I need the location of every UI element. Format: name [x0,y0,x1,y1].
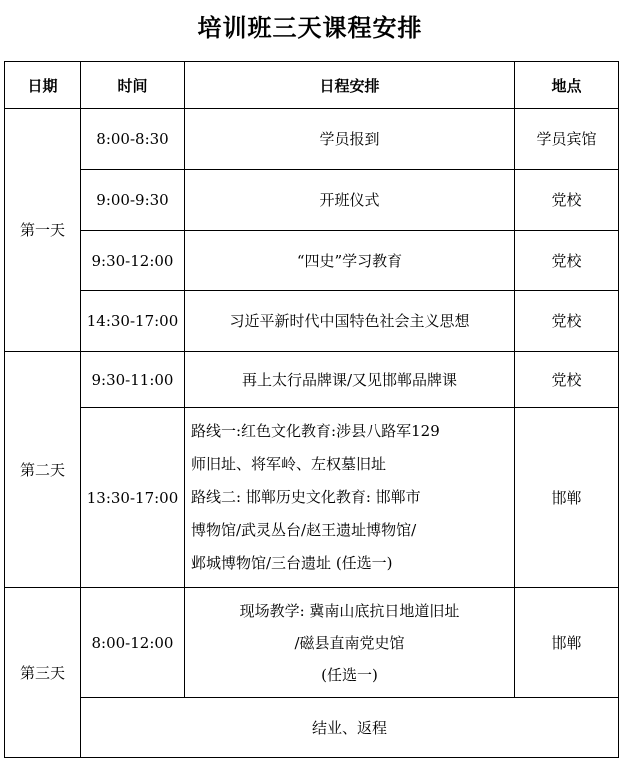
location-cell: 邯郸 [515,588,619,698]
header-location: 地点 [515,62,619,109]
table-row [5,588,619,698]
day-label: 第二天 [5,352,81,588]
schedule-line: 现场教学: 冀南山底抗日地道旧址 [239,601,460,620]
header-date: 日期 [5,62,81,109]
schedule-cell [185,588,515,698]
table-row [5,352,619,408]
page-title: 培训班三天课程安排 [197,13,423,42]
schedule-cell: 学员报到 [185,109,515,170]
schedule-line: 邺城博物馆/三台遗址 (任选一) [191,554,393,572]
schedule-cell: 再上太行品牌课/又见邯郸品牌课 [185,352,515,408]
closing-row [5,698,619,758]
table-row [5,291,619,352]
header-time: 时间 [81,62,185,109]
location-cell: 邯郸 [515,408,619,588]
table-row [5,231,619,291]
table-row [5,109,619,170]
location-cell: 党校 [515,352,619,408]
closing-cell: 结业、返程 [81,698,619,758]
schedule-line: 博物馆/武灵丛台/赵王遗址博物馆/ [191,521,417,539]
time-cell: 9:00-9:30 [81,170,185,231]
location-cell: 党校 [515,291,619,352]
schedule-cell: 开班仪式 [185,170,515,231]
day-label: 第一天 [5,109,81,352]
schedule-line: (任选一) [321,665,378,684]
header-row [5,62,619,109]
schedule-cell: 习近平新时代中国特色社会主义思想 [185,291,515,352]
table-row [5,408,619,588]
time-cell: 9:30-11:00 [81,352,185,408]
location-cell: 学员宾馆 [515,109,619,170]
location-cell: 党校 [515,170,619,231]
schedule-cell: “四史”学习教育 [185,231,515,291]
day-label: 第三天 [5,588,81,758]
time-cell: 8:00-8:30 [81,109,185,170]
schedule-line: 路线一:红色文化教育:涉县八路军129 [191,422,440,440]
schedule-line: 路线二: 邯郸历史文化教育: 邯郸市 [191,488,421,506]
time-cell: 13:30-17:00 [81,408,185,588]
header-schedule: 日程安排 [185,62,515,109]
table-row [5,170,619,231]
schedule-table [4,61,619,758]
schedule-line: 师旧址、将军岭、左权墓旧址 [191,455,387,473]
time-cell: 9:30-12:00 [81,231,185,291]
time-cell: 14:30-17:00 [81,291,185,352]
location-cell: 党校 [515,231,619,291]
schedule-line: /磁县直南党史馆 [294,633,405,652]
schedule-cell [185,408,515,588]
time-cell: 8:00-12:00 [81,588,185,698]
